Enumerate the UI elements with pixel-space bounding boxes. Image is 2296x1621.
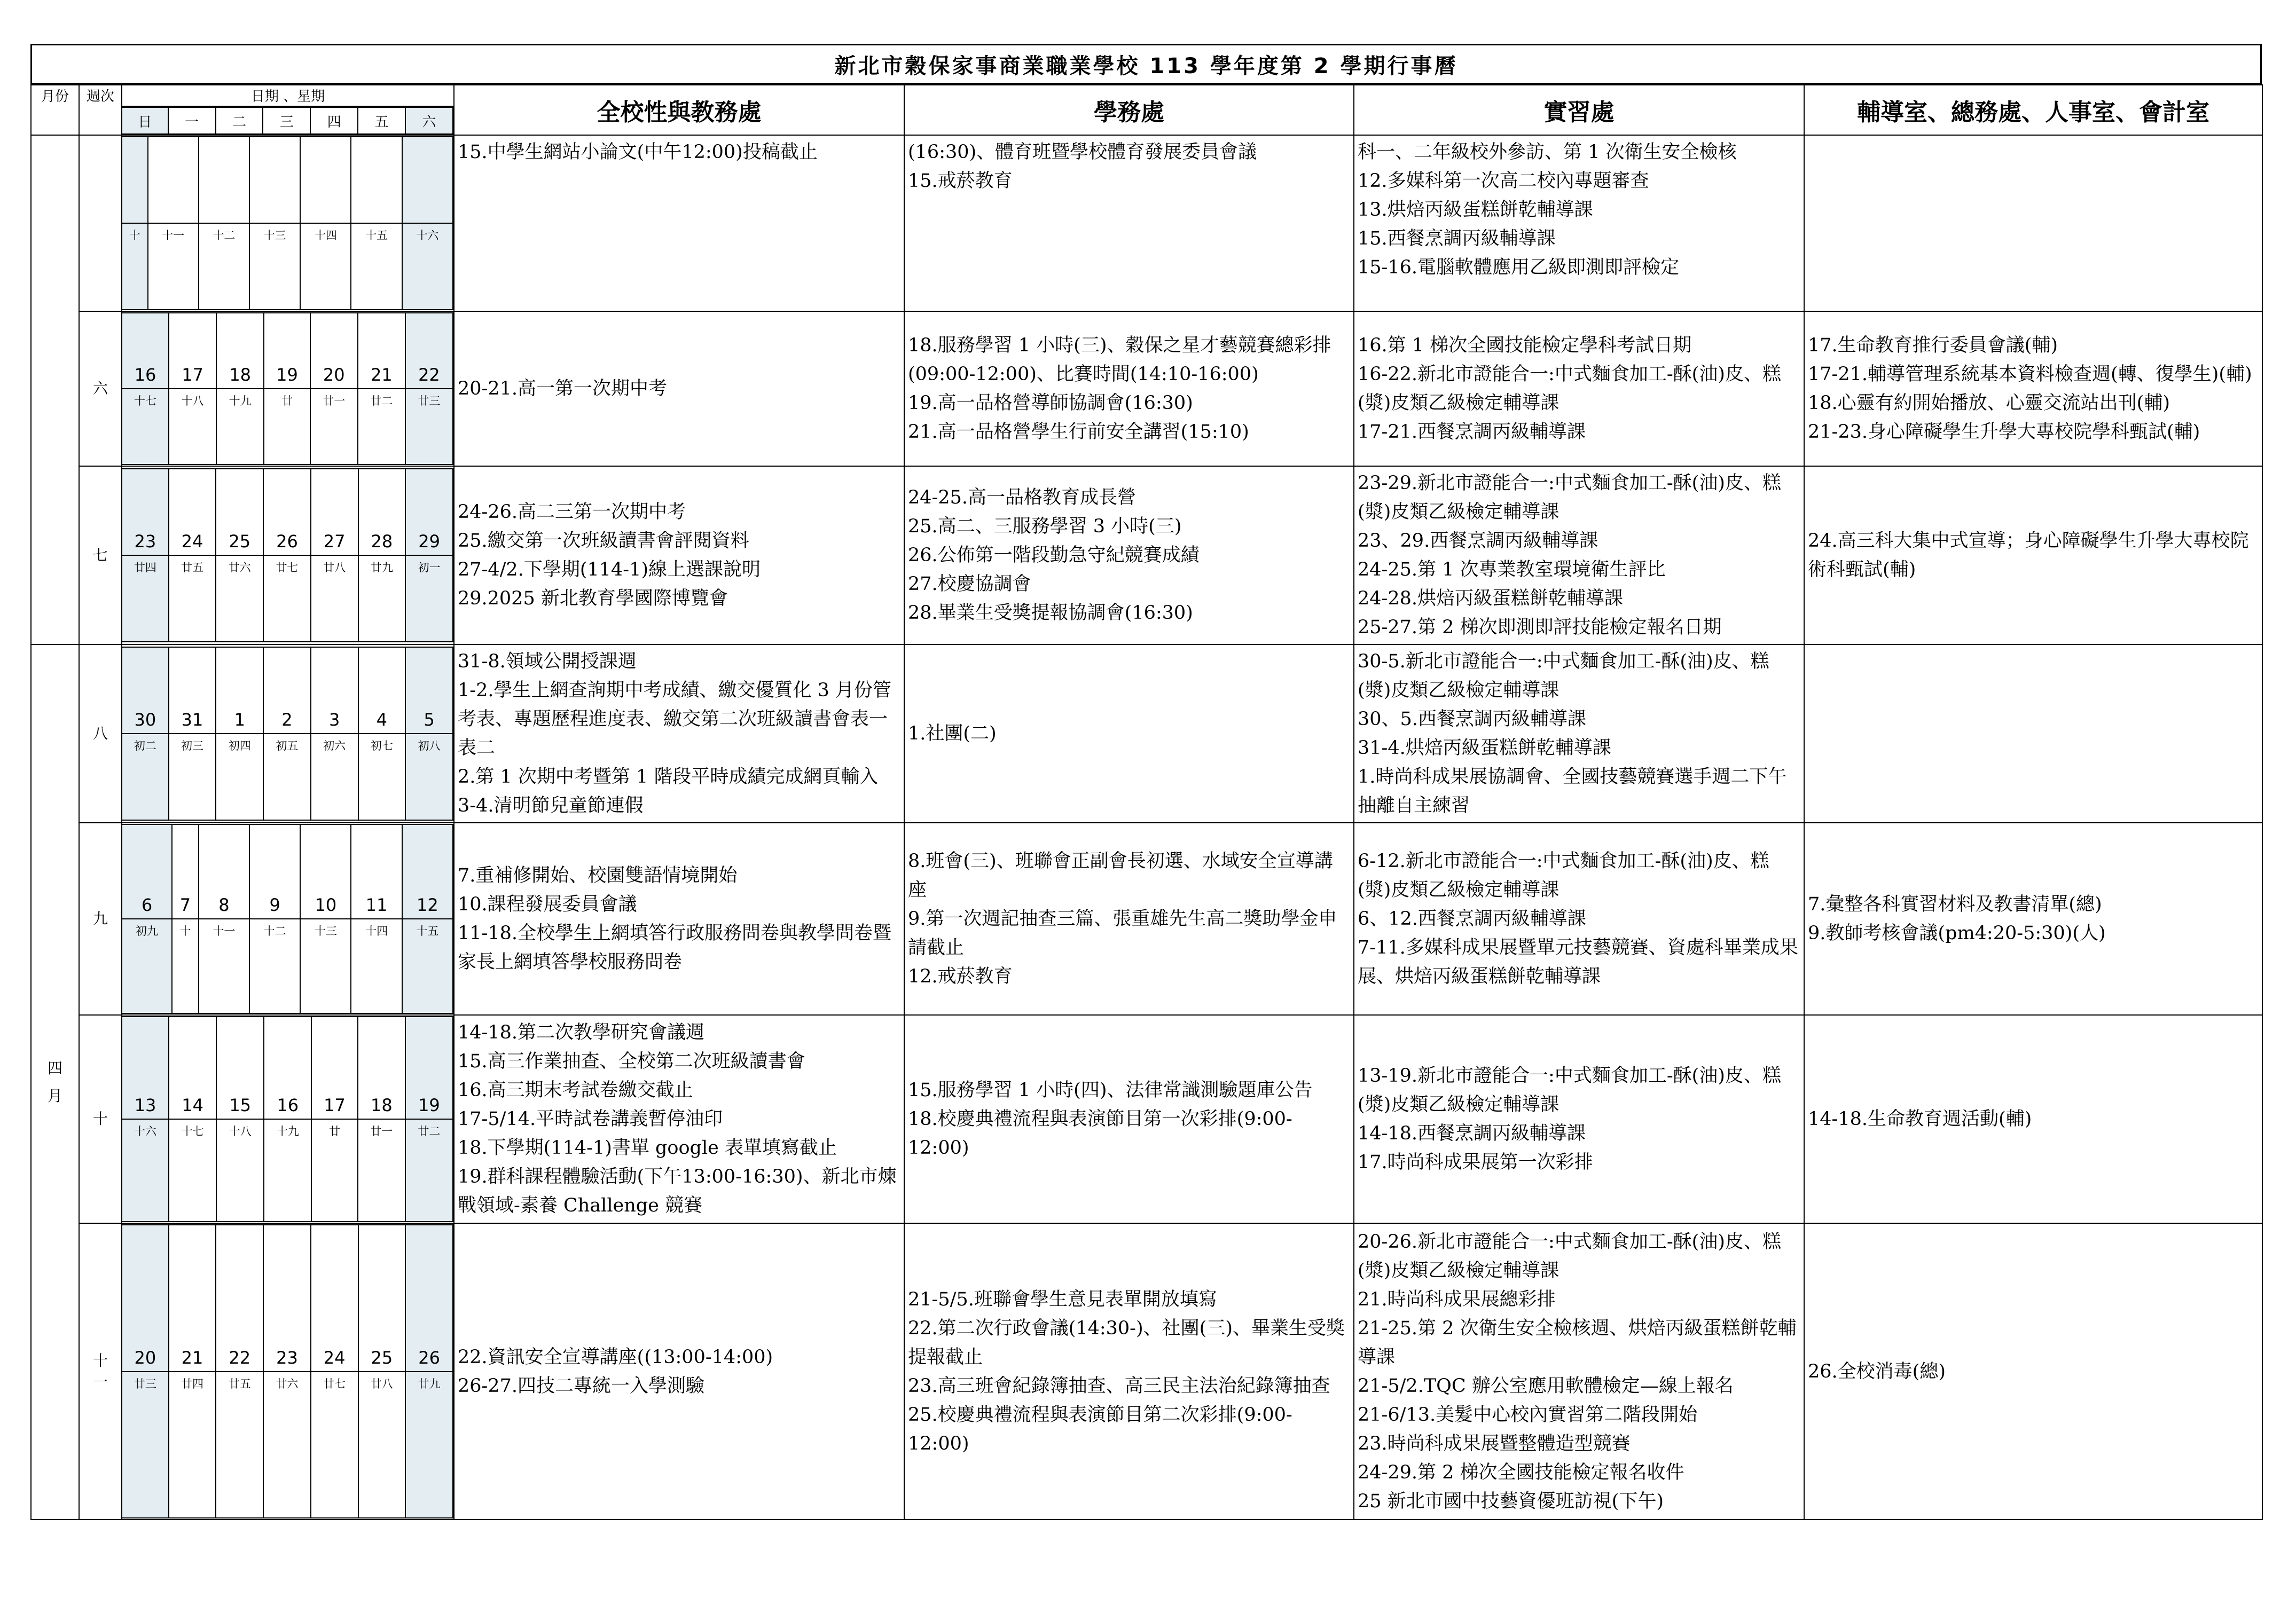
event-line: 29.2025 新北教育學國際博覽會	[458, 588, 728, 609]
event-line: 11-18.全校學生上網填答行政服務問卷與教學問卷暨家長上網填答學校服務問卷	[458, 923, 892, 973]
calendar-title: 新北市穀保家事商業職業學校 113 學年度第 2 學期行事曆	[30, 44, 2262, 84]
event-line: 14-18.第二次教學研究會議週	[458, 1022, 705, 1043]
other-office-events	[1804, 823, 2262, 1015]
event-line: (16:30)、體育班暨學校體育發展委員會議	[908, 141, 1257, 163]
lunar-date: 廿一	[310, 389, 358, 465]
weekday-fri: 五	[358, 107, 405, 134]
week-number	[79, 644, 122, 823]
internship-events	[1354, 1015, 1804, 1223]
lunar-date: 廿八	[311, 555, 358, 642]
event-line: 2.第 1 次期中考暨第 1 階段平時成績完成網頁輸入	[458, 766, 879, 788]
week-number	[79, 466, 122, 644]
date-number	[122, 137, 148, 223]
event-line: 21-6/13.美髮中心校內實習第二階段開始	[1358, 1404, 1698, 1426]
header-student-affairs: 學務處	[904, 85, 1354, 135]
event-line: 19.高一品格營導師協調會(16:30)	[908, 392, 1193, 414]
lunar-date: 十七	[169, 1119, 216, 1222]
event-line: 17-21.西餐烹調丙級輔導課	[1358, 421, 1586, 443]
event-line: 15.中學生網站小論文(中午12:00)投稿截止	[458, 141, 818, 163]
date-number: 19	[264, 313, 310, 389]
header-date-week: 日期 、星期	[122, 85, 454, 106]
week-number	[79, 135, 122, 311]
event-line: 23.高三班會紀錄簿抽查、高三民主法治紀錄簿抽查	[908, 1375, 1330, 1397]
week-number	[79, 823, 122, 1015]
student-affairs-events	[904, 466, 1354, 644]
date-number: 21	[358, 313, 405, 389]
lunar-date: 初二	[122, 734, 169, 820]
lunar-date: 廿	[264, 389, 310, 465]
event-line: 14-18.西餐烹調丙級輔導課	[1358, 1123, 1586, 1144]
event-line: 16-22.新北市證能合一:中式麵食加工-酥(油)皮、糕(漿)皮類乙級檢定輔導課	[1358, 364, 1781, 414]
event-line: 24-28.烘焙丙級蛋糕餅乾輔導課	[1358, 588, 1624, 609]
event-line: 6、12.西餐烹調丙級輔導課	[1358, 908, 1586, 930]
event-line: 24-25.高一品格教育成長營	[908, 487, 1137, 508]
date-number: 28	[358, 469, 406, 555]
lunar-date: 廿九	[405, 1372, 453, 1518]
date-number: 17	[311, 1017, 357, 1119]
event-line: 27.校慶協調會	[908, 573, 1031, 595]
date-number: 16	[264, 1017, 311, 1119]
student-affairs-events	[904, 823, 1354, 1015]
event-line: 21-23.身心障礙學生升學大專校院學科甄試(輔)	[1808, 421, 2200, 443]
event-line: 21-5/2.TQC 辦公室應用軟體檢定—線上報名	[1358, 1375, 1734, 1397]
event-line: 20-26.新北市證能合一:中式麵食加工-酥(油)皮、糕(漿)皮類乙級檢定輔導課	[1358, 1231, 1781, 1281]
event-line: 31-4.烘焙丙級蛋糕餅乾輔導課	[1358, 737, 1611, 759]
date-number: 7	[172, 824, 199, 919]
lunar-date: 廿六	[216, 555, 263, 642]
calendar-table	[30, 84, 2263, 1520]
lunar-date: 十九	[216, 389, 264, 465]
lunar-date: 十四	[351, 919, 402, 1013]
lunar-date: 初五	[263, 734, 311, 820]
internship-events	[1354, 644, 1804, 823]
week-label: 九	[92, 910, 108, 927]
academic-events	[454, 311, 904, 466]
lunar-date: 十八	[169, 389, 216, 465]
date-number	[249, 137, 300, 223]
event-line: 25.校慶典禮流程與表演節目第二次彩排(9:00-12:00)	[908, 1404, 1292, 1454]
date-grid-cell	[122, 311, 454, 466]
event-line: 26.公佈第一階段勤急守紀競賽成績	[908, 545, 1200, 566]
date-number: 31	[169, 647, 216, 734]
lunar-date: 初七	[358, 734, 406, 820]
event-line: 24-26.高二三第一次期中考	[458, 501, 686, 523]
event-line: 15.戒菸教育	[908, 170, 1013, 192]
event-line: 10.課程發展委員會議	[458, 894, 637, 915]
week-label: 十	[92, 1110, 108, 1128]
week-label: 八	[92, 725, 108, 742]
date-number: 15	[216, 1017, 264, 1119]
event-line: 9.第一次週記抽查三篇、張重雄先生高二獎助學金申請截止	[908, 908, 1337, 958]
event-line: 12.多媒科第一次高二校內專題審查	[1358, 170, 1649, 192]
lunar-date: 廿八	[358, 1372, 406, 1518]
date-number: 5	[405, 647, 453, 734]
event-line: 18.校慶典禮流程與表演節目第一次彩排(9:00-12:00)	[908, 1108, 1292, 1159]
event-line: 23.時尚科成果展暨整體造型競賽	[1358, 1433, 1631, 1454]
date-number: 21	[169, 1225, 216, 1372]
event-line: 20-21.高一第一次期中考	[458, 378, 668, 399]
lunar-date: 廿五	[216, 1372, 263, 1518]
lunar-date: 廿三	[405, 389, 453, 465]
student-affairs-events	[904, 644, 1354, 823]
date-grid	[122, 647, 453, 821]
lunar-date: 十	[172, 919, 199, 1013]
event-line: 23-29.新北市證能合一:中式麵食加工-酥(油)皮、糕(漿)皮類乙級檢定輔導課	[1358, 473, 1781, 523]
event-line: 15.西餐烹調丙級輔導課	[1358, 228, 1556, 249]
lunar-date: 十三	[300, 919, 351, 1013]
date-number	[351, 137, 402, 223]
event-line: 科一、二年級校外參訪、第 1 次衛生安全檢核	[1358, 141, 1737, 163]
date-grid	[122, 824, 453, 1014]
lunar-date: 初三	[169, 734, 216, 820]
event-line: 21-25.第 2 次衛生安全檢核週、烘焙丙級蛋糕餅乾輔導課	[1358, 1317, 1797, 1368]
event-line: 21.高一品格營學生行前安全講習(15:10)	[908, 421, 1249, 443]
date-number: 18	[358, 1017, 405, 1119]
lunar-date: 十八	[216, 1119, 264, 1222]
event-line: 18.下學期(114-1)書單 google 表單填寫截止	[458, 1137, 837, 1159]
date-number: 9	[249, 824, 300, 919]
date-number: 24	[169, 469, 216, 555]
event-line: 25 新北市國中技藝資優班訪視(下午)	[1358, 1490, 1664, 1512]
event-line: 24.高三科大集中式宣導；身心障礙學生升學大專校院術科甄試(輔)	[1808, 530, 2249, 580]
date-grid-cell	[122, 644, 454, 823]
student-affairs-events	[904, 311, 1354, 466]
date-grid-cell	[122, 823, 454, 1015]
event-line: 16.高三期末考試卷繳交截止	[458, 1080, 693, 1101]
event-line: 17.生命教育推行委員會議(輔)	[1808, 335, 2058, 356]
date-grid	[122, 468, 453, 642]
header-week: 週次	[79, 85, 122, 135]
date-number: 23	[122, 469, 169, 555]
event-line: 7.重補修開始、校園雙語情境開始	[458, 865, 738, 886]
lunar-date: 廿四	[169, 1372, 216, 1518]
lunar-date: 十七	[122, 389, 169, 465]
header-internship: 實習處	[1354, 85, 1804, 135]
date-number: 30	[122, 647, 169, 734]
other-office-events	[1804, 1223, 2262, 1520]
event-line: 24-29.第 2 梯次全國技能檢定報名收件	[1358, 1461, 1684, 1483]
academic-events	[454, 466, 904, 644]
lunar-date: 廿一	[358, 1119, 405, 1222]
weekday-mon: 一	[168, 107, 216, 134]
date-number	[402, 137, 453, 223]
date-number: 25	[216, 469, 263, 555]
date-number: 26	[263, 469, 311, 555]
event-line: 6-12.新北市證能合一:中式麵食加工-酥(油)皮、糕(漿)皮類乙級檢定輔導課	[1358, 851, 1769, 901]
event-line: 14-18.生命教育週活動(輔)	[1808, 1108, 2032, 1130]
date-number: 18	[216, 313, 264, 389]
lunar-date: 初八	[405, 734, 453, 820]
date-number: 22	[405, 313, 453, 389]
week-label: 十一	[92, 1351, 108, 1391]
lunar-date: 廿六	[263, 1372, 311, 1518]
event-line: 13.烘焙丙級蛋糕餅乾輔導課	[1358, 199, 1593, 221]
lunar-date: 初六	[311, 734, 358, 820]
date-number: 14	[169, 1017, 216, 1119]
month-label: 四月	[47, 1059, 62, 1105]
event-line: 25-27.第 2 梯次即測即評技能檢定報名日期	[1358, 617, 1722, 638]
lunar-date: 十二	[249, 919, 300, 1013]
event-line: 17-21.輔導管理系統基本資料檢查週(轉、復學生)(輔)	[1808, 364, 2252, 385]
date-number: 27	[311, 469, 358, 555]
event-line: 22.第二次行政會議(14:30-)、社團(三)、畢業生受獎提報截止	[908, 1317, 1345, 1368]
event-line: 21-5/5.班聯會學生意見表單開放填寫	[908, 1288, 1217, 1310]
week-row	[31, 311, 2262, 466]
lunar-date: 廿九	[358, 555, 406, 642]
lunar-date: 初九	[122, 919, 172, 1013]
week-number	[79, 311, 122, 466]
academic-events	[454, 1015, 904, 1223]
event-line: 12.戒菸教育	[908, 966, 1013, 987]
date-number: 13	[122, 1017, 169, 1119]
lunar-date: 十五	[402, 919, 453, 1013]
date-number: 4	[358, 647, 406, 734]
event-line: 21.時尚科成果展總彩排	[1358, 1288, 1556, 1310]
date-number: 19	[405, 1017, 453, 1119]
date-number: 12	[402, 824, 453, 919]
event-line: 19.群科課程體驗活動(下午13:00-16:30)、新北市煉戰領域-素養 Challenge 競賽	[458, 1166, 897, 1216]
date-number: 10	[300, 824, 351, 919]
date-number: 16	[122, 313, 169, 389]
event-line: 25.高二、三服務學習 3 小時(三)	[908, 516, 1182, 537]
date-number	[148, 137, 199, 223]
event-line: 26.全校消毒(總)	[1808, 1360, 1946, 1382]
lunar-date: 十六	[402, 223, 453, 310]
lunar-date: 廿三	[122, 1372, 169, 1518]
week-label: 七	[92, 546, 108, 564]
date-grid-cell	[122, 466, 454, 644]
date-grid-cell	[122, 1015, 454, 1223]
internship-events	[1354, 1223, 1804, 1520]
lunar-date: 十二	[199, 223, 249, 310]
lunar-date: 十五	[351, 223, 402, 310]
calendar-rows	[31, 135, 2262, 1520]
weekday-header	[122, 107, 453, 135]
date-number: 22	[216, 1225, 263, 1372]
event-line: 13-19.新北市證能合一:中式麵食加工-酥(油)皮、糕(漿)皮類乙級檢定輔導課	[1358, 1065, 1781, 1115]
week-label: 六	[92, 380, 108, 397]
header-row	[31, 85, 2262, 106]
date-number: 8	[199, 824, 249, 919]
lunar-date: 廿五	[169, 555, 216, 642]
lunar-date: 十一	[199, 919, 249, 1013]
internship-events	[1354, 823, 1804, 1015]
event-line: 1.社團(二)	[908, 723, 997, 744]
internship-events	[1354, 135, 1804, 311]
date-grid	[122, 136, 453, 310]
event-line: 18.服務學習 1 小時(三)、穀保之星才藝競賽總彩排(09:00-12:00)、比賽時間(14:10-16:00)	[908, 335, 1331, 385]
internship-events	[1354, 466, 1804, 644]
date-grid-cell	[122, 1223, 454, 1520]
date-grid	[122, 1016, 453, 1222]
event-line: 23、29.西餐烹調丙級輔導課	[1358, 530, 1598, 552]
lunar-date: 廿二	[405, 1119, 453, 1222]
lunar-date: 初一	[405, 555, 453, 642]
event-line: 3-4.清明節兒童節連假	[458, 795, 644, 816]
event-line: 7-11.多媒科成果展暨單元技藝競賽、資處科畢業成果展、烘焙丙級蛋糕餅乾輔導課	[1358, 937, 1798, 987]
academic-events	[454, 644, 904, 823]
event-line: 17.時尚科成果展第一次彩排	[1358, 1152, 1593, 1173]
lunar-date: 十四	[300, 223, 351, 310]
weekday-thu: 四	[310, 107, 358, 134]
weekday-sun: 日	[122, 107, 168, 134]
other-office-events	[1804, 466, 2262, 644]
week-row	[31, 1015, 2262, 1223]
date-number	[199, 137, 249, 223]
event-line: 24-25.第 1 次專業教室環境衛生評比	[1358, 559, 1666, 580]
week-number	[79, 1015, 122, 1223]
other-office-events	[1804, 311, 2262, 466]
week-row	[31, 135, 2262, 311]
header-month: 月份	[31, 85, 79, 135]
date-number: 17	[169, 313, 216, 389]
event-line: 7.彙整各科實習材料及教書清單(總)	[1808, 894, 2102, 915]
date-number: 25	[358, 1225, 406, 1372]
student-affairs-events	[904, 135, 1354, 311]
event-line: 30、5.西餐烹調丙級輔導課	[1358, 709, 1586, 730]
event-line: 16.第 1 梯次全國技能檢定學科考試日期	[1358, 335, 1692, 356]
week-row	[31, 1223, 2262, 1520]
date-grid-cell	[122, 135, 454, 311]
event-line: 25.繳交第一次班級讀書會評閱資料	[458, 530, 749, 552]
lunar-date: 廿	[311, 1119, 357, 1222]
month-cell	[31, 135, 79, 644]
week-row	[31, 466, 2262, 644]
event-line: 18.心靈有約開始播放、心靈交流站出刊(輔)	[1808, 392, 2170, 414]
lunar-date: 十三	[249, 223, 300, 310]
date-number: 29	[405, 469, 453, 555]
weekday-wed: 三	[263, 107, 310, 134]
date-grid	[122, 312, 453, 465]
lunar-date: 十九	[264, 1119, 311, 1222]
event-line: 17-5/14.平時試卷講義暫停油印	[458, 1108, 723, 1130]
academic-events	[454, 1223, 904, 1520]
event-line: 15.服務學習 1 小時(四)、法律常識測驗題庫公告	[908, 1080, 1313, 1101]
internship-events	[1354, 311, 1804, 466]
student-affairs-events	[904, 1223, 1354, 1520]
date-number: 24	[311, 1225, 358, 1372]
calendar-sheet	[30, 44, 2262, 1528]
week-row	[31, 823, 2262, 1015]
event-line: 15.高三作業抽查、全校第二次班級讀書會	[458, 1051, 805, 1072]
lunar-date: 廿七	[311, 1372, 358, 1518]
week-row	[31, 644, 2262, 823]
event-line: 28.畢業生受獎提報協調會(16:30)	[908, 602, 1193, 624]
lunar-date: 廿四	[122, 555, 169, 642]
date-number: 20	[122, 1225, 169, 1372]
date-number: 20	[310, 313, 358, 389]
date-number: 6	[122, 824, 172, 919]
event-line: 26-27.四技二專統一入學測驗	[458, 1375, 705, 1397]
event-line: 22.資訊安全宣導講座((13:00-14:00)	[458, 1346, 773, 1368]
lunar-date: 初四	[216, 734, 263, 820]
date-number: 23	[263, 1225, 311, 1372]
header-academic: 全校性與教務處	[454, 85, 904, 135]
week-number	[79, 1223, 122, 1520]
date-number: 11	[351, 824, 402, 919]
weekday-tue: 二	[216, 107, 263, 134]
other-office-events	[1804, 644, 2262, 823]
weekday-sat: 六	[405, 107, 453, 134]
lunar-date: 廿七	[263, 555, 311, 642]
event-line: 31-8.領域公開授課週	[458, 651, 637, 672]
academic-events	[454, 823, 904, 1015]
date-number: 3	[311, 647, 358, 734]
date-grid	[122, 1224, 453, 1518]
academic-events	[454, 135, 904, 311]
month-cell-april	[31, 644, 79, 1520]
event-line: 30-5.新北市證能合一:中式麵食加工-酥(油)皮、糕(漿)皮類乙級檢定輔導課	[1358, 651, 1769, 701]
header-other-offices: 輔導室、總務處、人事室、會計室	[1804, 85, 2262, 135]
date-number: 26	[405, 1225, 453, 1372]
event-line: 1.時尚科成果展協調會、全國技藝競賽選手週二下午抽離自主練習	[1358, 766, 1787, 816]
lunar-date: 廿二	[358, 389, 405, 465]
event-line: 15-16.電腦軟體應用乙級即測即評檢定	[1358, 257, 1680, 278]
event-line: 9.教師考核會議(pm4:20-5:30)(人)	[1808, 923, 2106, 944]
event-line: 27-4/2.下學期(114-1)線上選課說明	[458, 559, 761, 580]
date-number	[300, 137, 351, 223]
other-office-events	[1804, 135, 2262, 311]
student-affairs-events	[904, 1015, 1354, 1223]
event-line: 8.班會(三)、班聯會正副會長初選、水域安全宣導講座	[908, 851, 1333, 901]
date-number: 2	[263, 647, 311, 734]
date-number: 1	[216, 647, 263, 734]
other-office-events	[1804, 1015, 2262, 1223]
lunar-date: 十一	[148, 223, 199, 310]
lunar-date: 十	[122, 223, 148, 310]
event-line: 1-2.學生上網查詢期中考成績、繳交優質化 3 月份管考表、專題歷程進度表、繳交第二次班級讀書會表一表二	[458, 680, 892, 759]
lunar-date: 十六	[122, 1119, 169, 1222]
